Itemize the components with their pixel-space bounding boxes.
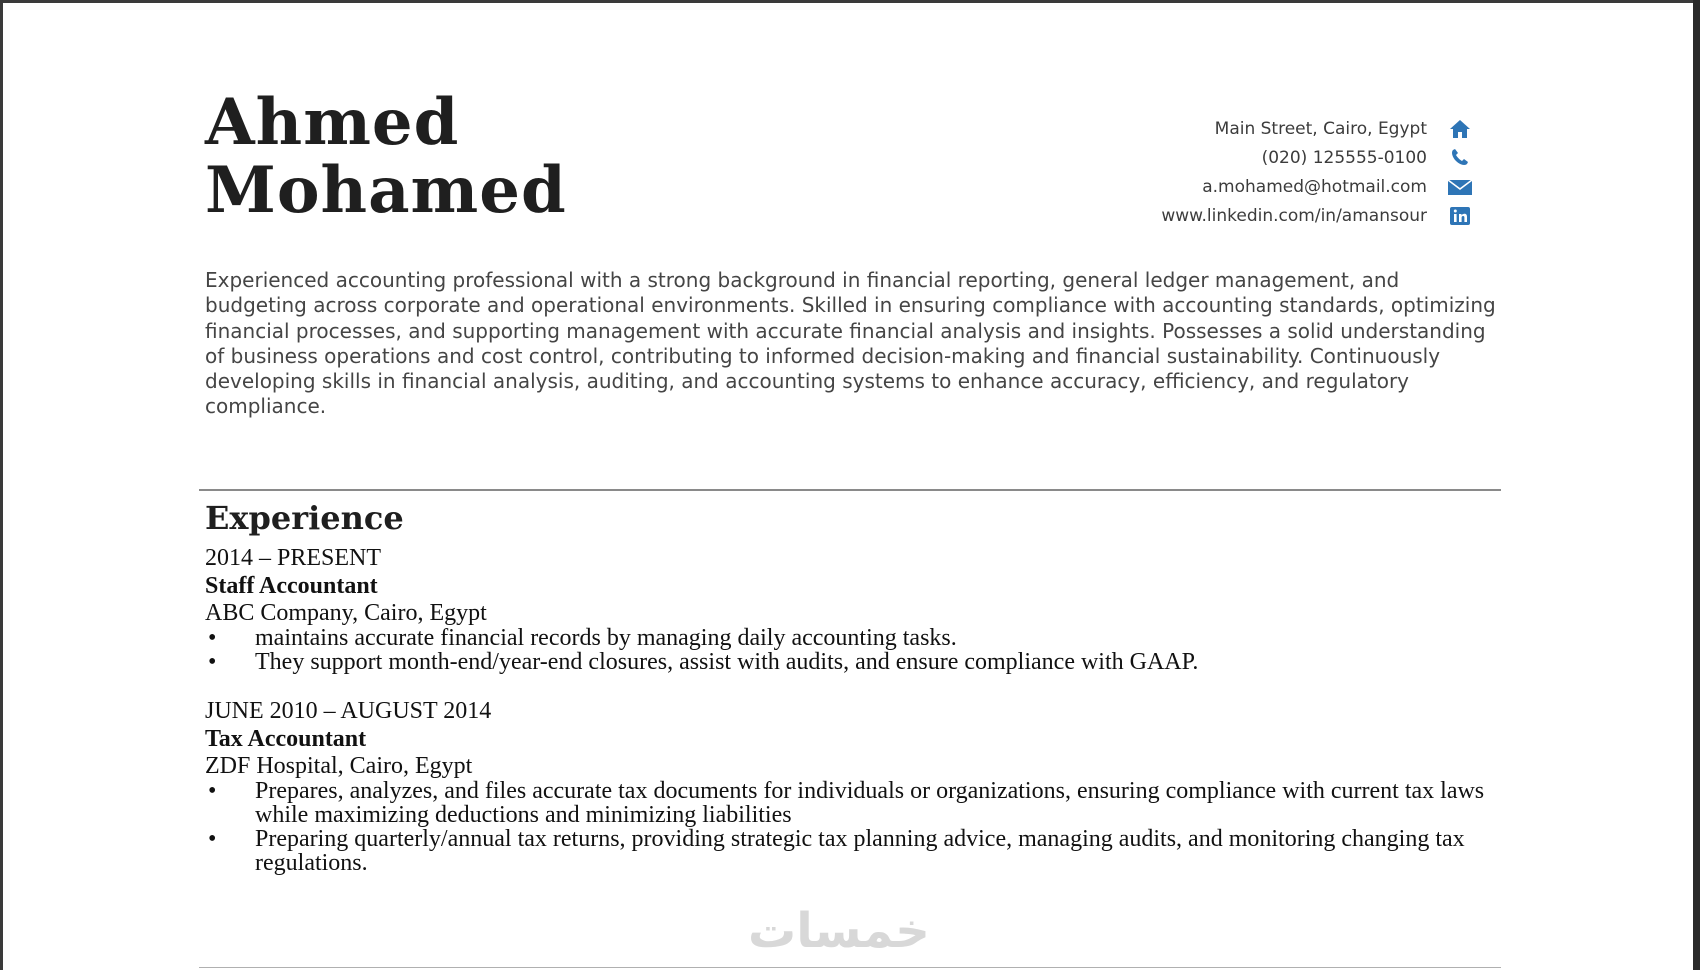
candidate-name bbox=[205, 85, 567, 228]
job-bullets bbox=[205, 626, 1505, 674]
bullet-dot: • bbox=[208, 826, 217, 852]
email-text[interactable]: a.mohamed@hotmail.com bbox=[1202, 176, 1427, 197]
contact-phone bbox=[1161, 143, 1473, 172]
last-name: Mohamed bbox=[205, 153, 567, 228]
bullet-dot: • bbox=[208, 778, 217, 804]
phone-text: (020) 125555-0100 bbox=[1261, 147, 1427, 168]
job-company: ABC Company, Cairo, Egypt bbox=[205, 600, 487, 626]
job-dates: 2014 – PRESENT bbox=[205, 545, 382, 571]
linkedin-text[interactable]: www.linkedin.com/in/amansour bbox=[1161, 205, 1427, 226]
bullet-text: They support month-end/year-end closures, assist with audits, and ensure compliance with GAAP. bbox=[255, 649, 1199, 675]
section-divider bbox=[199, 489, 1501, 491]
contact-block bbox=[1161, 114, 1473, 230]
bottom-divider bbox=[199, 967, 1501, 968]
job-dates: JUNE 2010 – AUGUST 2014 bbox=[205, 698, 492, 724]
job-entry-1 bbox=[205, 544, 1505, 674]
watermark-logo: خمسات bbox=[748, 903, 930, 959]
job-title: Tax Accountant bbox=[205, 726, 367, 752]
first-name: Ahmed bbox=[205, 85, 460, 160]
professional-summary: Experienced accounting professional with a strong background in financial reporting, general ledger management, and budgeting across corporate and operational environments. Skilled in ensuring compliance with accounting standards, optimizing financial processes, and supporting management with accurate financial analysis and insights. Possesses a solid understanding of business operations and cost control, contributing to informed decision-making and financial sustainability. Continuously developing skills in financial analysis, auditing, and accounting systems to enhance accuracy, efficiency, and regulatory compliance. bbox=[205, 268, 1496, 419]
bullet-item bbox=[205, 779, 1505, 827]
bullet-item bbox=[205, 827, 1505, 875]
bullet-text: Prepares, analyzes, and files accurate tax documents for individuals or organizations, ensuring compliance with current tax laws while maximizing deductions and minimizing liabilities bbox=[255, 778, 1485, 828]
job-bullets bbox=[205, 779, 1505, 875]
bullet-dot: • bbox=[208, 625, 217, 651]
contact-email bbox=[1161, 172, 1473, 201]
home-icon bbox=[1447, 118, 1473, 140]
window-edge bbox=[1693, 0, 1700, 970]
contact-linkedin bbox=[1161, 201, 1473, 230]
job-company: ZDF Hospital, Cairo, Egypt bbox=[205, 753, 473, 779]
envelope-icon bbox=[1447, 176, 1473, 198]
bullet-item bbox=[205, 650, 1505, 674]
experience-heading: Experience bbox=[205, 499, 404, 537]
bullet-item bbox=[205, 626, 1505, 650]
contact-address bbox=[1161, 114, 1473, 143]
bullet-text: Preparing quarterly/annual tax returns, providing strategic tax planning advice, managing audits, and monitoring changing tax regulations. bbox=[255, 826, 1465, 876]
bullet-text: maintains accurate financial records by managing daily accounting tasks. bbox=[255, 625, 957, 651]
linkedin-icon bbox=[1447, 205, 1473, 227]
phone-icon bbox=[1447, 147, 1473, 169]
resume-page bbox=[3, 3, 1693, 970]
bullet-dot: • bbox=[208, 649, 217, 675]
job-entry-2 bbox=[205, 697, 1505, 875]
job-title: Staff Accountant bbox=[205, 573, 378, 599]
address-text: Main Street, Cairo, Egypt bbox=[1214, 118, 1427, 139]
